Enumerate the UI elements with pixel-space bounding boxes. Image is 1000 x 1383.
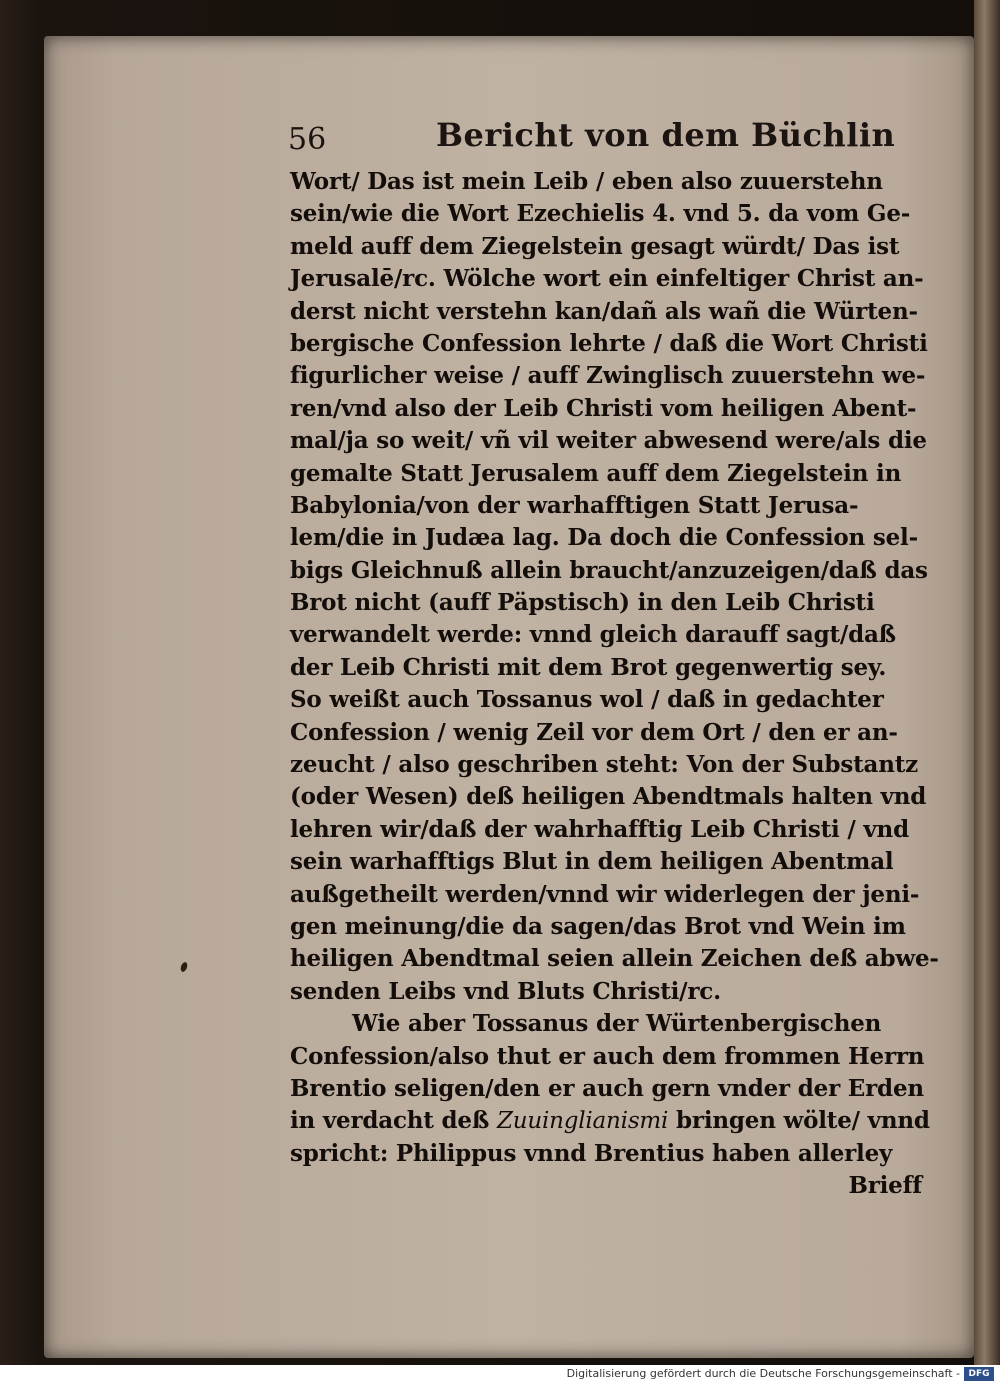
text-line: lehren wir/daß der wahrhafftig Leib Christi / vnd	[290, 815, 909, 843]
body-text	[290, 166, 940, 1203]
book-edge	[974, 0, 1000, 1365]
text-line: bigs Gleichnuß allein braucht/anzuzeigen/daß das	[290, 556, 928, 584]
text-line: der Leib Christi mit dem Brot gegenwertig sey.	[290, 653, 887, 681]
text-line: verwandelt werde: vnnd gleich darauff sagt/daß	[290, 621, 896, 649]
running-title: Bericht von dem Büchlin	[436, 116, 896, 154]
catchword: Brieff	[848, 1172, 922, 1200]
text-line: Babylonia/von der warhafftigen Statt Jerusa-	[290, 491, 859, 519]
paragraph-start-line: Wie aber Tossanus der Würtenbergischen	[352, 1010, 882, 1038]
text-line: Brentio seligen/den er auch gern vnder der Erden	[290, 1074, 924, 1102]
text-line: außgetheilt werden/vnnd wir widerlegen der jeni-	[290, 880, 920, 908]
text-line: Brot nicht (auff Päpstisch) in den Leib Christi	[290, 589, 875, 617]
text-line: senden Leibs vnd Bluts Christi/rc.	[290, 977, 721, 1005]
text-line: heiligen Abendtmal seien allein Zeichen deß abwe-	[290, 945, 939, 973]
footer-bar	[0, 1365, 1000, 1383]
text-line: sein/wie die Wort Ezechielis 4. vnd 5. da vom Ge-	[290, 200, 911, 228]
italic-term: Zuuinglianismi	[496, 1108, 669, 1135]
text-line: spricht: Philippus vnnd Brentius haben allerley	[290, 1139, 893, 1167]
text-line: mal/ja so weit/ vñ vil weiter abwesend were/als die	[290, 427, 927, 455]
text-line: Wort/ Das ist mein Leib / eben also zuuerstehn	[290, 168, 883, 195]
page-header	[288, 112, 948, 162]
text-line: Confession/also thut er auch dem frommen Herrn	[290, 1042, 925, 1070]
text-line: bergische Confession lehrte / daß die Wort Christi	[290, 329, 928, 357]
text-line: So weißt auch Tossanus wol / daß in gedachter	[290, 686, 884, 714]
text-line-with-italic	[290, 1105, 940, 1137]
funding-notice: Digitalisierung gefördert durch die Deutsche Forschungsgemeinschaft -	[566, 1367, 960, 1380]
text-line: (oder Wesen) deß heiligen Abendtmals halten vnd	[290, 783, 927, 811]
text-line: sein warhafftigs Blut in dem heiligen Abentmal	[290, 848, 894, 876]
dfg-logo-icon: DFG	[964, 1367, 994, 1381]
text-line: zeucht / also geschriben steht: Von der Substantz	[290, 751, 919, 779]
text-line: ren/vnd also der Leib Christi vom heiligen Abent-	[290, 394, 917, 422]
text-line: gemalte Statt Jerusalem auff dem Ziegelstein in	[290, 459, 902, 487]
page-number: 56	[288, 122, 327, 157]
text-line: derst nicht verstehn kan/dañ als wañ die Würten-	[290, 297, 918, 325]
text-line: Confession / wenig Zeil vor dem Ort / den er an-	[290, 718, 898, 746]
text-line: meld auff dem Ziegelstein gesagt würdt/ Das ist	[290, 232, 900, 260]
verdacht-suffix: bringen wölte/ vnnd	[676, 1107, 930, 1135]
text-line: figurlicher weise / auff Zwinglisch zuuerstehn we-	[290, 362, 926, 390]
text-line: Jerusalē/rc. Wölche wort ein einfeltiger Christ an-	[290, 265, 924, 293]
text-line: lem/die in Judæa lag. Da doch die Confession sel-	[290, 524, 918, 552]
text-line: gen meinung/die da sagen/das Brot vnd Wein im	[290, 912, 906, 940]
verdacht-prefix: in verdacht deß	[290, 1107, 490, 1135]
